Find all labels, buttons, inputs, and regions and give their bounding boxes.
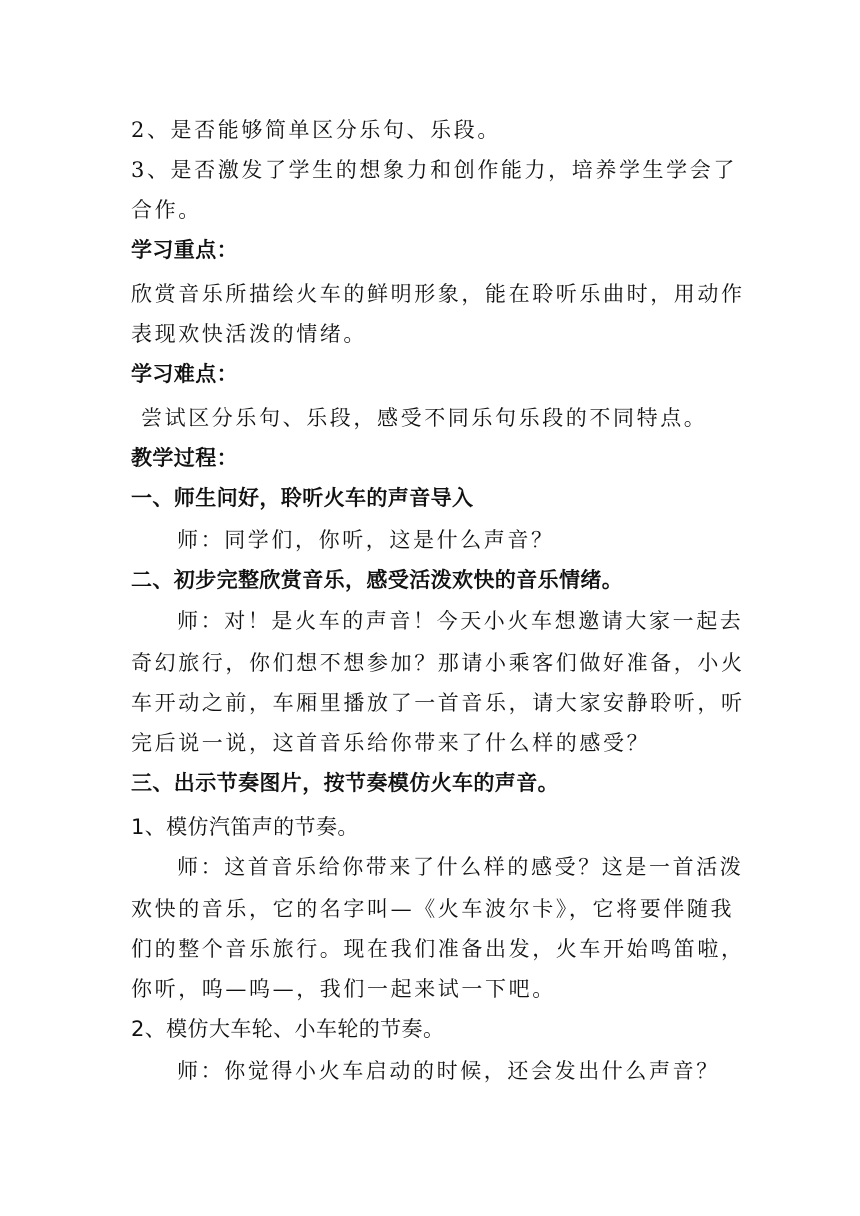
section-3-item-2-text: 师：你觉得小火车启动的时候，还会发出什么声音？ [177, 1059, 720, 1083]
evaluation-item-2: 2、是否能够简单区分乐句、乐段。 [131, 118, 501, 142]
section-2-text-3: 车开动之前，车厢里播放了一首音乐，请大家安静聆听，听 [131, 691, 745, 715]
key-points-text-1: 欣赏音乐所描绘火车的鲜明形象，能在聆听乐曲时，用动作 [131, 282, 745, 306]
section-2-text-2: 奇幻旅行，你们想不想参加？那请小乘客们做好准备，小火 [131, 651, 745, 675]
key-points-text-2: 表现欢快活泼的情绪。 [131, 322, 367, 346]
section-3-item-1: 1、模仿汽笛声的节奏。 [131, 815, 359, 839]
heading-difficulties: 学习难点： [131, 362, 238, 386]
section-2-text-4: 完后说一说，这首音乐给你带来了什么样的感受？ [131, 731, 651, 755]
evaluation-item-3: 3、是否激发了学生的想象力和创作能力，培养学生学会了 [131, 158, 737, 182]
section-1-heading: 一、师生问好，聆听火车的声音导入 [131, 486, 474, 510]
section-1-text: 师：同学们，你听，这是什么声音？ [177, 528, 555, 552]
section-3-item-1-text-3: 们的整个音乐旅行。现在我们准备出发，火车开始鸣笛啦， [131, 937, 745, 961]
section-3-item-2: 2、模仿大车轮、小车轮的节奏。 [131, 1017, 445, 1041]
section-3-item-1-text-1: 师：这首音乐给你带来了什么样的感受？这是一首活泼 [177, 855, 744, 879]
section-3-item-1-text-2: 欢快的音乐，它的名字叫—《火车波尔卡》，它将要伴随我 [131, 897, 735, 921]
heading-teaching-process: 教学过程： [131, 446, 238, 470]
difficulties-text: 尝试区分乐句、乐段，感受不同乐句乐段的不同特点。 [141, 406, 708, 430]
section-3-item-1-text-4: 你听，呜—呜—，我们一起来试一下吧。 [131, 977, 556, 1001]
section-2-heading: 二、初步完整欣赏音乐，感受活泼欢快的音乐情绪。 [131, 568, 624, 592]
heading-key-points: 学习重点： [131, 238, 238, 262]
evaluation-item-3-cont: 合作。 [131, 198, 202, 222]
section-3-heading: 三、出示节奏图片，按节奏模仿火车的声音。 [131, 771, 559, 795]
section-2-text-1: 师：对！是火车的声音！今天小火车想邀请大家一起去 [177, 609, 744, 633]
